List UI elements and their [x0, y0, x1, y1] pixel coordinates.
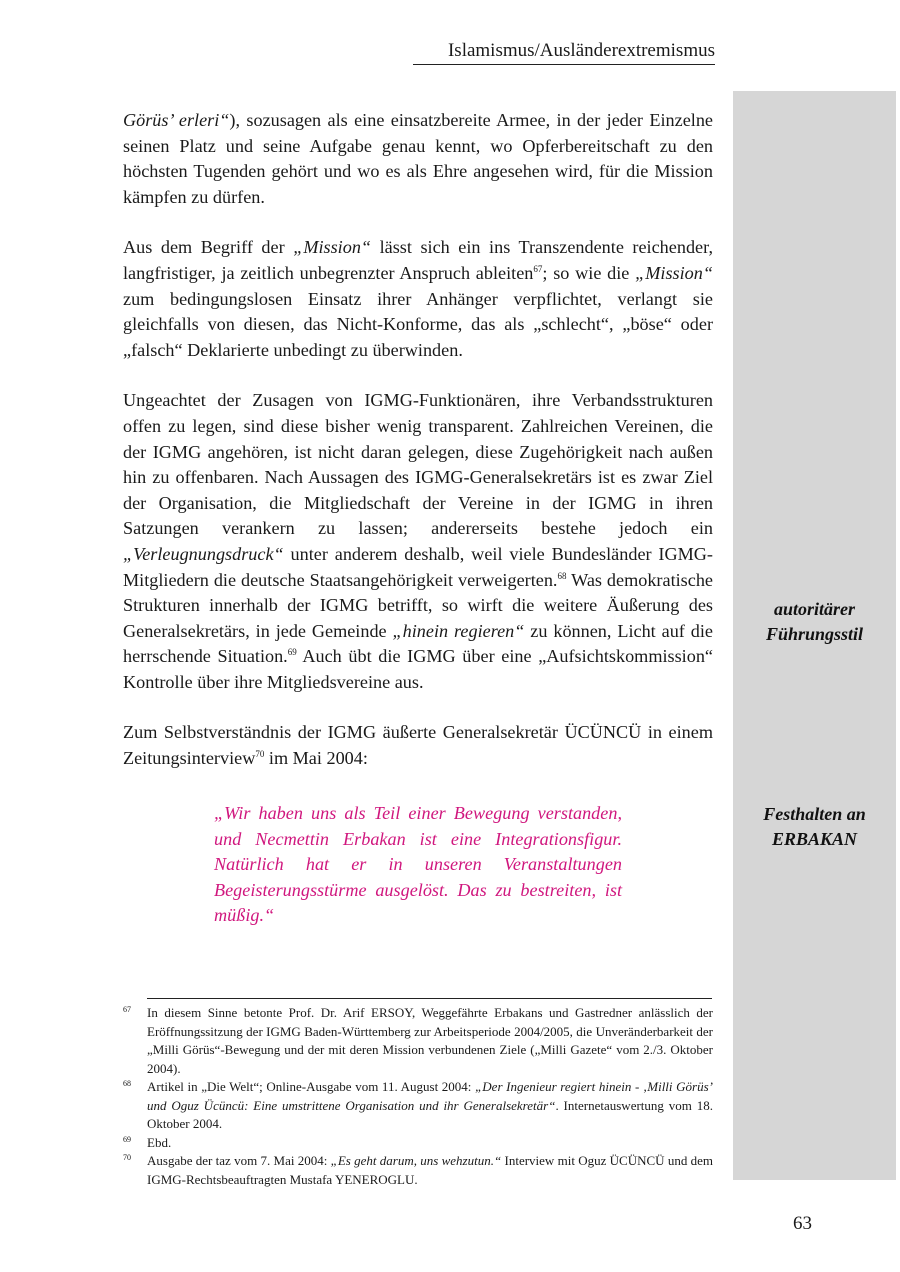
text-span: lässt sich ein ins Transzendente reichender, langfristiger, ja zeitlich unbegrenzter Anspruch ableiten: [123, 237, 713, 283]
text-span: Ungeachtet der Zusagen von IGMG-Funktionären, ihre Verbandsstrukturen offen zu legen, sind diese bisher wenig transparent. Zahlreichen Vereinen, die der IGMG angehören, ist nicht daran gelegen, diese Zugehörigkeit nach außen hin zu offenbaren. Nach Aussagen des IGMG-Generalsekretärs ist es zwar Ziel der Organisation, die Mitgliedschaft der Vereine in der IGMG in ihren Satzungen verankern zu lassen; andererseits bestehe jedoch ein: [123, 390, 713, 539]
paragraph: [123, 108, 713, 210]
text-span: In diesem Sinne betonte Prof. Dr. Arif ERSOY, Weggefährte Erbakans und Gastredner anlässlich der Eröffnungssitzung der IGMG Baden-Württemberg zur Arbeitsperiode 2004/2005, die Unveränderbarkeit der „Milli Görüs“-Bewegung und der mit deren Mission verbundenen Ziele („Milli Gazete“ vom 2./3. Oktober 2004).: [147, 1005, 713, 1076]
footnote-ref: 70: [255, 749, 265, 759]
text-span: Auch übt die IGMG über eine „Aufsichtskommission“ Kontrolle über ihre Mitgliedsvereine aus.: [123, 646, 713, 692]
footnote-number: 69: [123, 1134, 131, 1144]
footnote: [123, 1004, 713, 1078]
text-span: zum bedingungslosen Einsatz ihrer Anhänger verpflichtet, verlangt sie gleichfalls von diesen, das Nicht-Konforme, das als „schlecht“, „böse“ oder „falsch“ Deklarierte unbedingt zu überwinden.: [123, 288, 713, 360]
text-span: Artikel in „Die Welt“; Online-Ausgabe vom 11. August 2004:: [147, 1079, 476, 1094]
text-span: Was demokratische Strukturen innerhalb der IGMG betrifft, so wirft die weitere Äußerung des Generalsekretärs, in jede Gemeinde: [123, 569, 713, 641]
italic-span: „Es geht darum, uns wehzutun.“: [330, 1153, 502, 1168]
text-span: Ebd.: [147, 1134, 172, 1150]
paragraph: [123, 235, 713, 363]
margin-note-line: ERBAKAN: [771, 829, 858, 849]
text-span: Aus dem Begriff der: [123, 237, 294, 258]
footnote: [123, 1134, 713, 1153]
text-span: . Internetauswertung vom 18. Oktober 2004.: [147, 1097, 713, 1131]
text-span: Zum Selbstverständnis der IGMG äußerte Generalsekretär ÜCÜNCÜ in einem Zeitungsinterview: [123, 722, 713, 769]
footnote-ref: 67: [533, 263, 543, 274]
margin-note-line: autoritärer: [773, 599, 856, 619]
margin-note-leadership: [733, 597, 896, 647]
italic-span: „Mission“: [293, 237, 372, 258]
text-span: Ausgabe der taz vom 7. Mai 2004:: [147, 1153, 331, 1168]
italic-span: „Verleugnungsdruck“: [123, 543, 284, 564]
footnote-ref: 68: [557, 570, 567, 581]
footnote-ref: 69: [287, 647, 297, 658]
italic-span: „Der Ingenieur regiert hinein - ‚Milli Görüs’ und Oguz Ücüncü: Eine umstrittene Organisation und ihr Generalsekretär“: [147, 1079, 713, 1113]
italic-span: Görüs’ erleri“: [123, 110, 230, 130]
block-quote: „Wir haben uns als Teil einer Bewegung verstanden, und Necmettin Erbakan ist eine Integrationsfigur. Natürlich hat er in unseren Veranstaltungen Begeisterungsstürme ausgelöst. Das zu bestreiten, ist müßig.“: [214, 803, 622, 926]
footnote: [123, 1152, 713, 1189]
italic-span: „Mission“: [635, 262, 713, 283]
footnote-number: 67: [123, 1005, 131, 1014]
margin-note-line: Festhalten an: [763, 804, 866, 824]
text-span: ; so wie die: [542, 262, 636, 283]
paragraph: [123, 720, 713, 771]
text-span: Interview mit Oguz ÜCÜNCÜ und dem IGMG-Rechtsbeauftragten Mustafa YENEROGLU.: [147, 1153, 713, 1187]
body-text: [123, 108, 713, 797]
italic-span: „hinein regieren“: [392, 620, 525, 641]
page-number: 63: [793, 1213, 812, 1234]
text-span: ), sozusagen als eine einsatzbereite Armee, in der jeder Einzelne seinen Platz und seine Aufgabe genau kennt, wo Opferbereitschaft zu den höchsten Tugenden gehört und wo es als Ehre angesehen wird, für die Mission kämpfen zu dürfen.: [123, 110, 713, 207]
footnote-rule: [147, 998, 712, 999]
footnote-number: 70: [123, 1153, 131, 1162]
footnote: [123, 1078, 713, 1134]
text-span: im Mai 2004:: [264, 748, 368, 769]
footnote-number: 68: [123, 1079, 131, 1088]
margin-note-erbakan: [733, 802, 896, 852]
running-header: Islamismus/Ausländerextremismus: [413, 40, 715, 65]
text-span: unter anderem deshalb, weil viele Bundesländer IGMG-Mitgliedern die deutsche Staatsangehörigkeit verweigerten.: [123, 543, 713, 590]
footnotes: [123, 1004, 713, 1189]
text-span: zu können, Licht auf die herrschende Situation.: [123, 620, 713, 667]
margin-note-line: Führungsstil: [765, 624, 864, 644]
paragraph: [123, 388, 713, 695]
